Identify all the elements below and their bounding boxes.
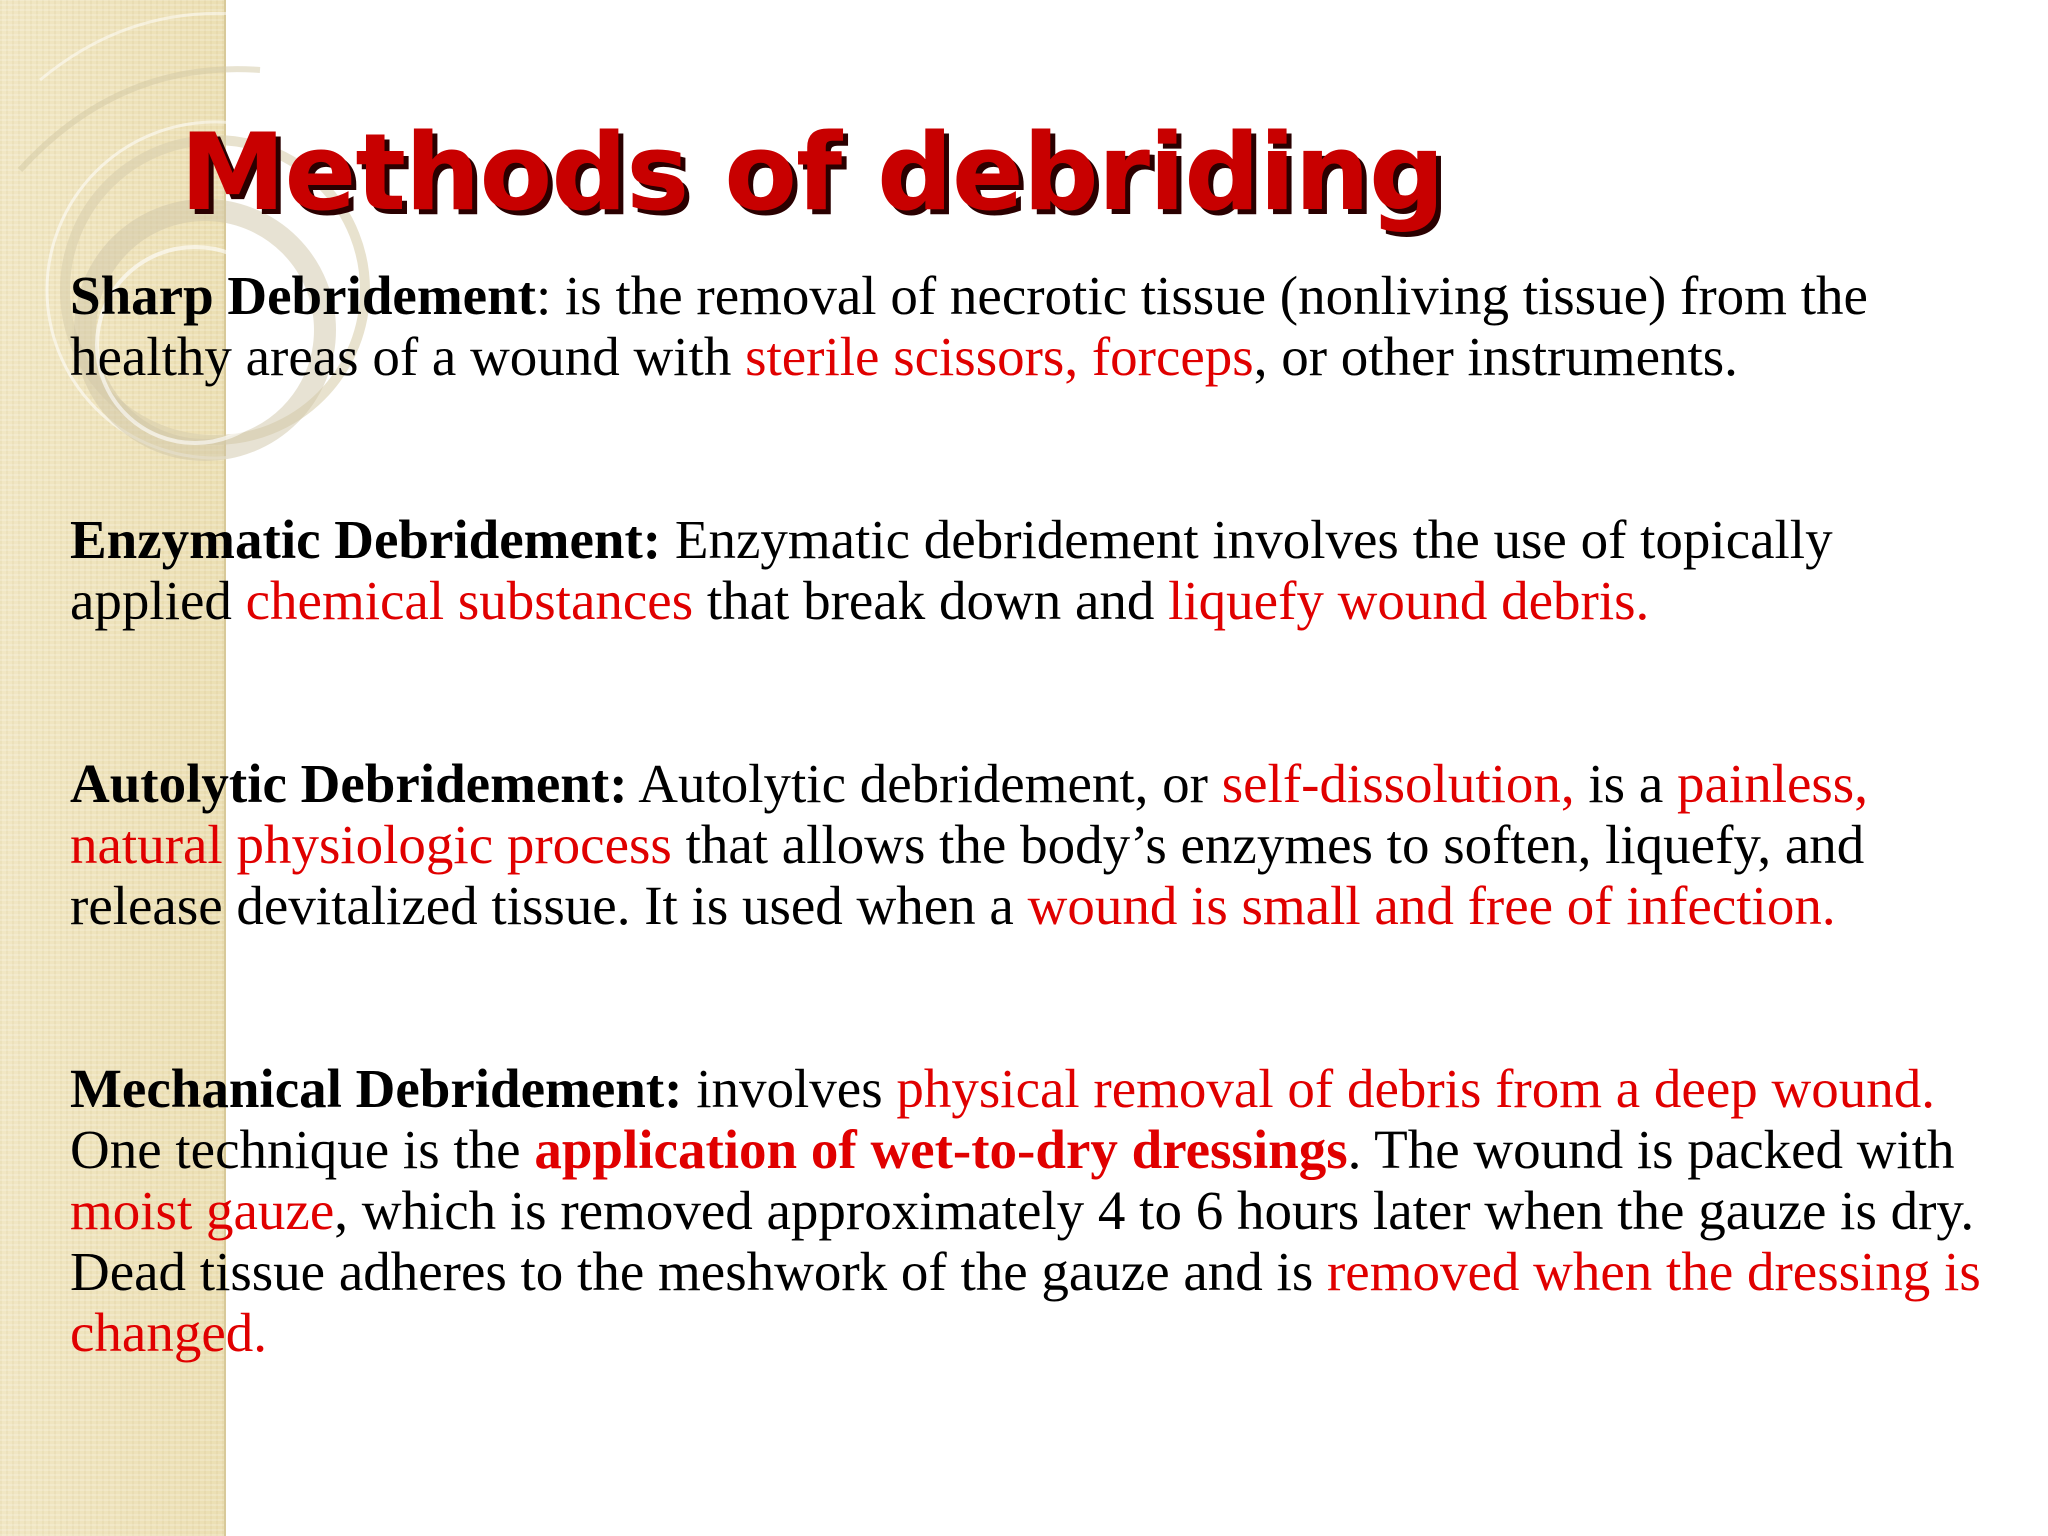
term-label: Enzymatic Debridement:: [70, 509, 662, 570]
term-label: Mechanical Debridement:: [70, 1058, 683, 1119]
section-autolytic-debridement: [70, 753, 2000, 936]
body-text: One technique is the: [70, 1119, 535, 1180]
body-text: is a: [1574, 753, 1677, 814]
highlight-text: self-dissolution,: [1221, 753, 1575, 814]
body-text: : is the removal of necrotic tissue (nonliving tissue) from the healthy areas of a wound with: [70, 265, 1868, 387]
highlight-bold-text: application of wet-to-dry dressings: [534, 1119, 1348, 1180]
body-text: that break down and: [693, 570, 1169, 631]
slide-body: [70, 265, 2000, 1363]
body-text: . The wound is packed with: [1347, 1119, 1955, 1180]
highlight-text: removed when the dressing is changed.: [70, 1241, 1981, 1363]
highlight-text: sterile scissors, forceps: [745, 326, 1254, 387]
body-text: that allows the body’s enzymes to soften, liquefy, and release devitalized tissue. It is used when a: [70, 814, 1865, 936]
highlight-text: physical removal of debris from a deep wound.: [896, 1058, 1935, 1119]
term-label: Autolytic Debridement:: [70, 753, 628, 814]
slide-title: Methods of debriding: [180, 111, 1444, 234]
body-text: , which is removed approximately 4 to 6 hours later when the gauze is dry. Dead tissue adheres to the meshwork of the gauze and is: [70, 1180, 1975, 1302]
highlight-text: chemical substances: [245, 570, 694, 631]
highlight-text: moist gauze: [70, 1180, 335, 1241]
highlight-text: painless, natural physiologic process: [70, 753, 1868, 875]
body-text: Autolytic debridement, or: [627, 753, 1222, 814]
section-sharp-debridement: [70, 265, 2000, 387]
highlight-text: liquefy wound debris.: [1168, 570, 1650, 631]
body-text: involves: [682, 1058, 897, 1119]
body-text: , or other instruments.: [1253, 326, 1738, 387]
section-enzymatic-debridement: [70, 509, 2000, 631]
body-text: Enzymatic debridement involves the use of topically applied: [70, 509, 1833, 631]
highlight-text: wound is small and free of infection.: [1027, 875, 1836, 936]
term-label: Sharp Debridement: [70, 265, 536, 326]
section-mechanical-debridement: [70, 1058, 2000, 1363]
